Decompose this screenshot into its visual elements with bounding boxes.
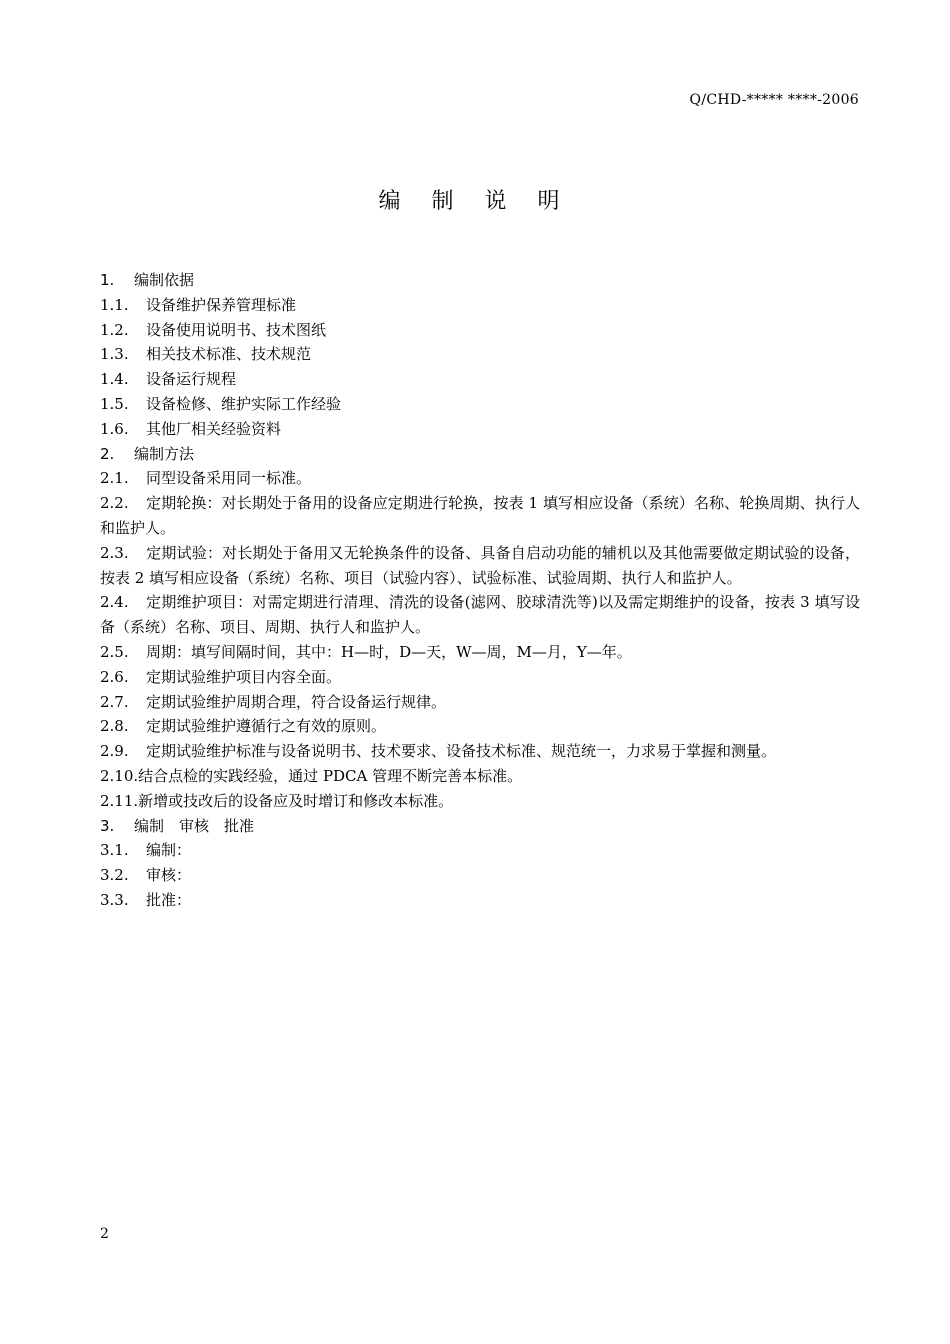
list-item: 2.2. 定期轮换：对长期处于备用的设备应定期进行轮换，按表 1 填写相应设备（系统）名称、轮换周期、执行人和监护人。: [100, 494, 860, 537]
document-code: Q/CHD-***** ****-2006: [689, 92, 859, 108]
list-item: 2.1. 同型设备采用同一标准。: [100, 469, 312, 488]
list-item: 2.4. 定期维护项目：对需定期进行清理、清洗的设备(滤网、胶球清洗等)以及需定期维护的设备，按表 3 填写设备（系统）名称、项目、周期、执行人和监护人。: [100, 593, 860, 637]
list-item: 1.2. 设备使用说明书、技术图纸: [100, 320, 327, 339]
document-body: [100, 268, 860, 913]
list-item: 2.3. 定期试验：对长期处于备用又无轮换条件的设备、具备自启动功能的辅机以及其他需要做定期试验的设备，按表 2 填写相应设备（系统）名称、项目（试验内容）、试验标准、试验周期、执行人和监护人。: [100, 543, 860, 587]
list-item: 2.11.新增或技改后的设备应及时增订和修改本标准。: [100, 791, 454, 810]
list-item: 2.6. 定期试验维护项目内容全面。: [100, 667, 342, 686]
list-item: 2.5. 周期：填写间隔时间，其中：H—时，D—天，W—周，M—月，Y—年。: [100, 642, 632, 661]
section-heading: 3. 编制 审核 批准: [100, 816, 255, 835]
list-item: 3.2. 审核：: [100, 866, 192, 885]
list-item: 2.8. 定期试验维护遵循行之有效的原则。: [100, 717, 387, 736]
list-item: 2.9. 定期试验维护标准与设备说明书、技术要求、设备技术标准、规范统一，力求易于掌握和测量。: [100, 742, 777, 761]
list-item: 2.10.结合点检的实践经验，通过 PDCA 管理不断完善本标准。: [100, 766, 523, 785]
list-item: 2.7. 定期试验维护周期合理，符合设备运行规律。: [100, 692, 447, 711]
document-title: 编 制 说 明: [378, 189, 572, 214]
list-item: 1.1. 设备维护保养管理标准: [100, 295, 297, 314]
list-item: 1.6. 其他厂相关经验资料: [100, 419, 282, 438]
page-number: 2: [100, 1226, 109, 1242]
list-item: 3.3. 批准：: [100, 890, 192, 909]
section-heading: 2. 编制方法: [100, 444, 195, 463]
section-heading: 1. 编制依据: [100, 271, 195, 289]
list-item: 1.3. 相关技术标准、技术规范: [100, 345, 312, 364]
list-item: 1.4. 设备运行规程: [100, 370, 237, 389]
list-item: 3.1. 编制：: [100, 841, 192, 860]
list-item: 1.5. 设备检修、维护实际工作经验: [100, 394, 342, 413]
